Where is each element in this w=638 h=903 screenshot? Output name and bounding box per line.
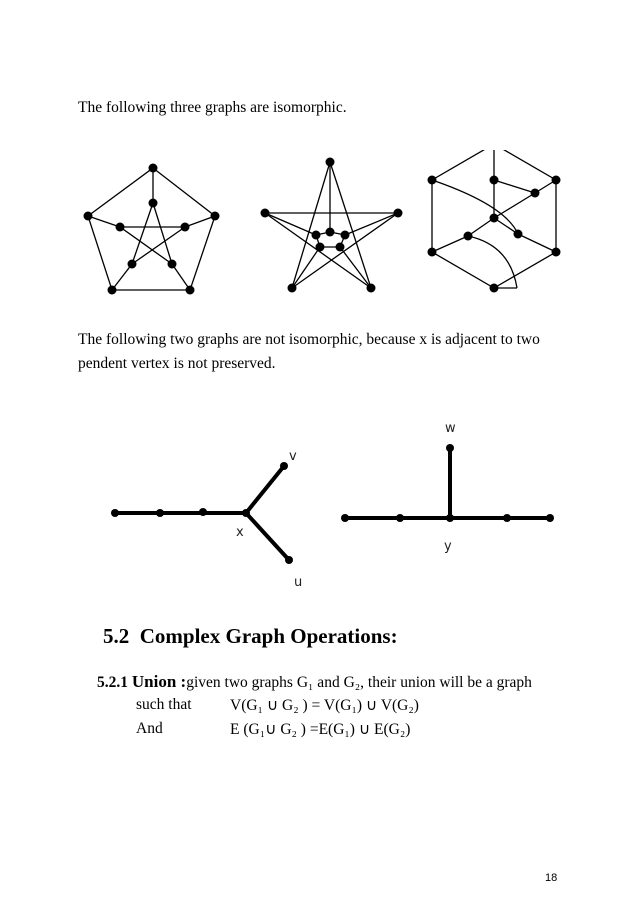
isomorphic-graphs-figure <box>0 150 638 310</box>
subsection-union <box>97 672 532 692</box>
union-vertex-label: such that <box>136 696 192 713</box>
subsection-number: 5.2.1 <box>97 674 128 691</box>
subsection-term: Union : <box>131 672 187 691</box>
section-heading <box>103 624 398 649</box>
non-isomorphic-trees-figure <box>0 410 638 600</box>
label-v: v <box>289 449 297 464</box>
union-edge-formula: E (G₁∪ G₂ ) =E(G₁) ∪ E(G₂) <box>230 721 411 738</box>
intro-text: The following three graphs are isomorphic. <box>78 99 347 116</box>
non-isomorphic-text-line-1: The following two graphs are not isomorphic, because x is adjacent to two <box>78 331 540 348</box>
label-x: x <box>236 525 244 540</box>
petersen-graph-1-vertices <box>84 164 220 295</box>
tree-2-vertices <box>341 444 554 522</box>
tree-2 <box>345 448 550 518</box>
petersen-graph-2 <box>265 162 398 288</box>
page-number: 18 <box>545 872 558 884</box>
subsection-description: given two graphs G₁ and G₂, their union will be a graph <box>186 674 532 691</box>
section-title: Complex Graph Operations: <box>139 624 398 648</box>
petersen-graph-1 <box>88 168 215 290</box>
label-u: u <box>294 575 303 590</box>
label-y: y <box>444 539 452 554</box>
union-vertex-formula: V(G₁ ∪ G₂ ) = V(G₁) ∪ V(G₂) <box>230 697 419 714</box>
union-edge-label: And <box>136 720 163 737</box>
non-isomorphic-text-line-2: pendent vertex is not preserved. <box>78 355 276 372</box>
label-w: w <box>445 421 456 436</box>
section-number: 5.2 <box>103 624 130 648</box>
